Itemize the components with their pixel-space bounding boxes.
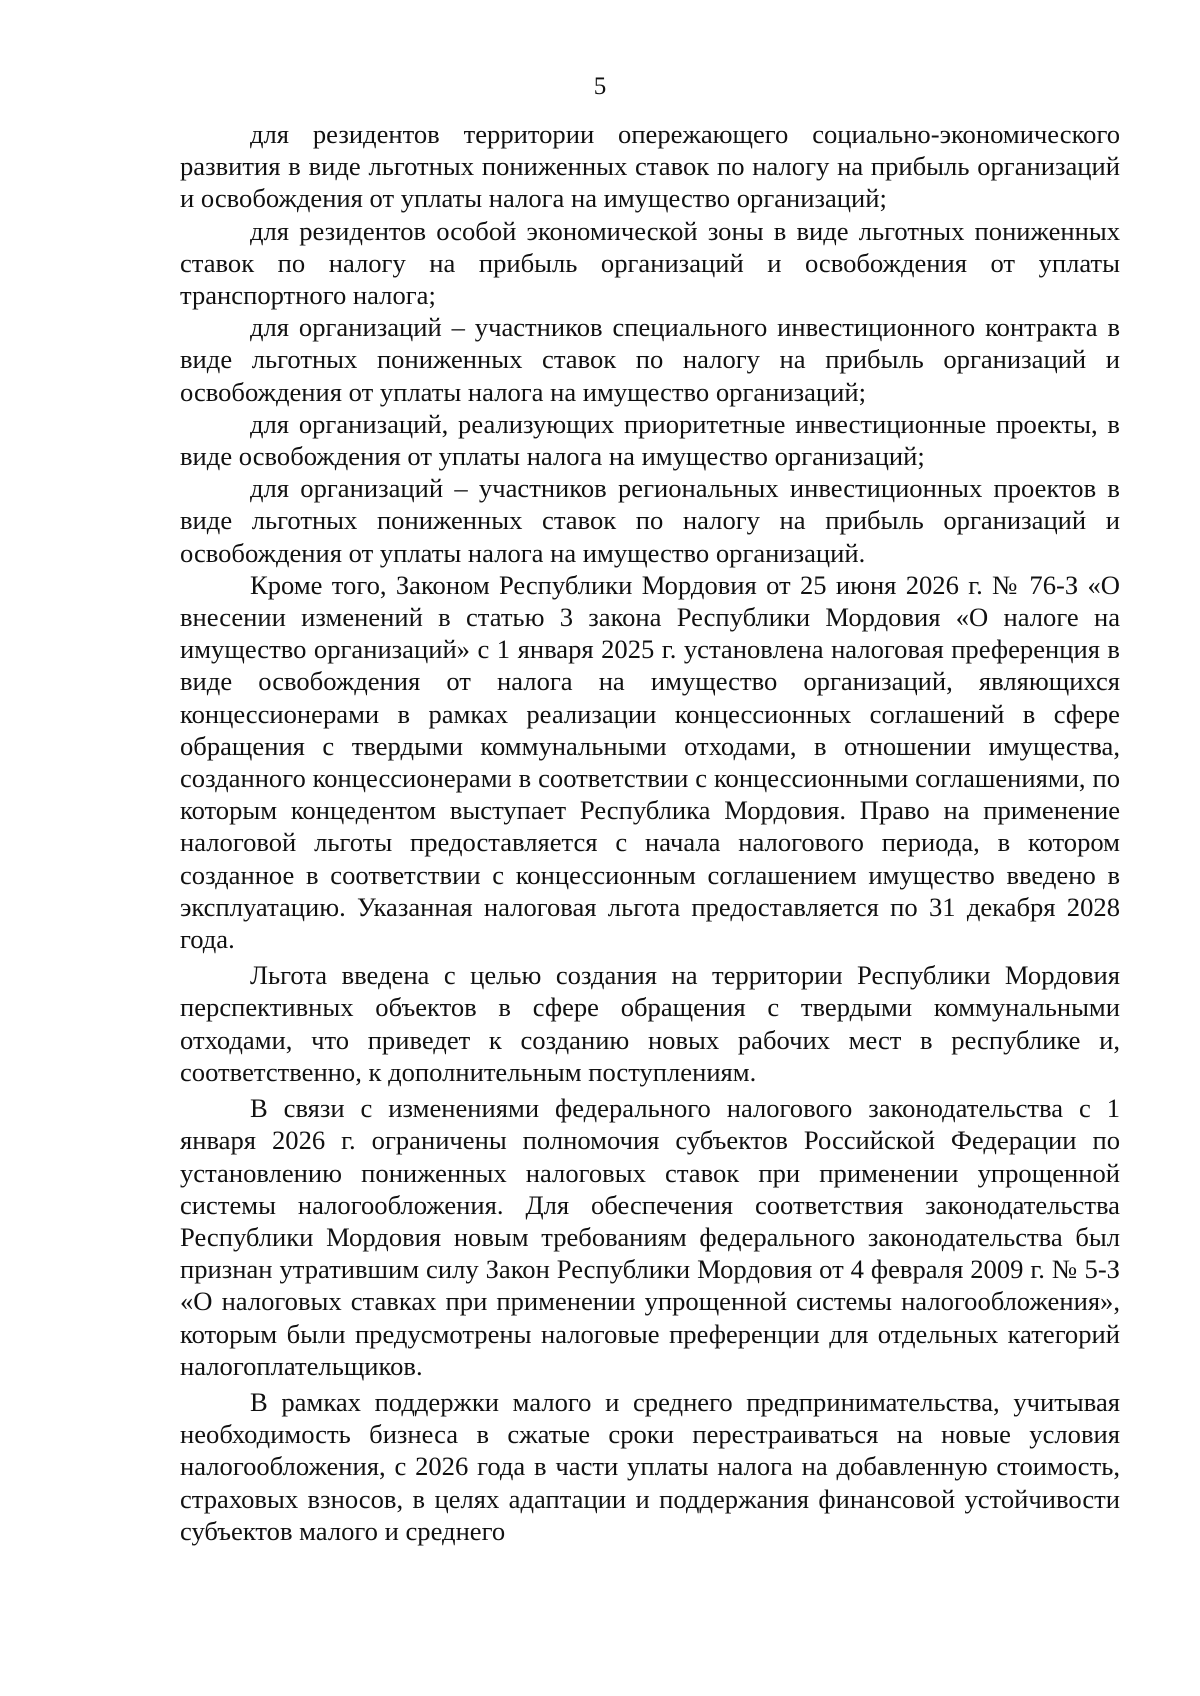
- paragraph-concession-law: Кроме того, Законом Республики Мордовия от 25 июня 2026 г. № 76-З «О внесении изменений в статью 3 закона Республики Мордовия «О налоге на имущество организаций» с 1 января 2025 г. установлена налоговая преференция в виде освобождения от налога на имущество организаций, являющихся концессионерами в рамках реализации концессионных соглашений в сфере обращения с твердыми коммунальными отходами, в отношении имущества, созданного концессионерами в соответствии с концессионными соглашениями, по которым концедентом выступает Республика Мордовия. Право на применение налоговой льготы предоставляется с начала налогового периода, в котором созданное в соответствии с концессионным соглашением имущество введено в эксплуатацию. Указанная налоговая льгота предоставляется по 31 декабря 2028 года.: [180, 569, 1120, 955]
- paragraph-special-investment-contract: для организаций – участников специального инвестиционного контракта в виде льготных пониженных ставок по налогу на прибыль организаций и освобождения от уплаты налога на имущество организаций;: [180, 312, 1120, 407]
- paragraph-priority-investment-projects: для организаций, реализующих приоритетные инвестиционные проекты, в виде освобождения от уплаты налога на имущество организаций;: [180, 408, 1120, 472]
- page-number: 5: [593, 73, 607, 100]
- paragraph-regional-investment-projects: для организаций – участников региональных инвестиционных проектов в виде льготных пониженных ставок по налогу на прибыль организаций и освобождения от уплаты налога на имущество организаций.: [180, 473, 1120, 568]
- paragraph-sez-residents: для резидентов особой экономической зоны в виде льготных пониженных ставок по налогу на прибыль организаций и освобождения от уплаты транспортного налога;: [180, 215, 1120, 311]
- paragraph-benefit-purpose: Льгота введена с целью создания на территории Республики Мордовия перспективных объектов в сфере обращения с твердыми коммунальными отходами, что приведет к созданию новых рабочих мест в республике и, соответственно, к дополнительным поступлениям.: [180, 960, 1120, 1087]
- paragraph-tor-residents: для резидентов территории опережающего социально-экономического развития в виде льготных пониженных ставок по налогу на прибыль организаций и освобождения от уплаты налога на имущество организаций;: [180, 119, 1120, 214]
- document-body: [180, 118, 1120, 1547]
- paragraph-sme-support: В рамках поддержки малого и среднего предпринимательства, учитывая необходимость бизнеса в сжатые сроки перестраиваться на новые условия налогообложения, с 2026 года в части уплаты налога на добавленную стоимость, страховых взносов, в целях адаптации и поддержания финансовой устойчивости субъектов малого и среднего: [180, 1386, 1120, 1546]
- paragraph-simplified-tax-system: В связи с изменениями федерального налогового законодательства с 1 января 2026 г. ограничены полномочия субъектов Российской Федерации по установлению пониженных налоговых ставок при применении упрощенной системы налогообложения. Для обеспечения соответствия законодательства Республики Мордовия новым требованиям федерального законодательства был признан утратившим силу Закон Республики Мордовия от 4 февраля 2009 г. № 5-З «О налоговых ставках при применении упрощенной системы налогообложения», которым были предусмотрены налоговые преференции для отдельных категорий налогоплательщиков.: [180, 1093, 1120, 1381]
